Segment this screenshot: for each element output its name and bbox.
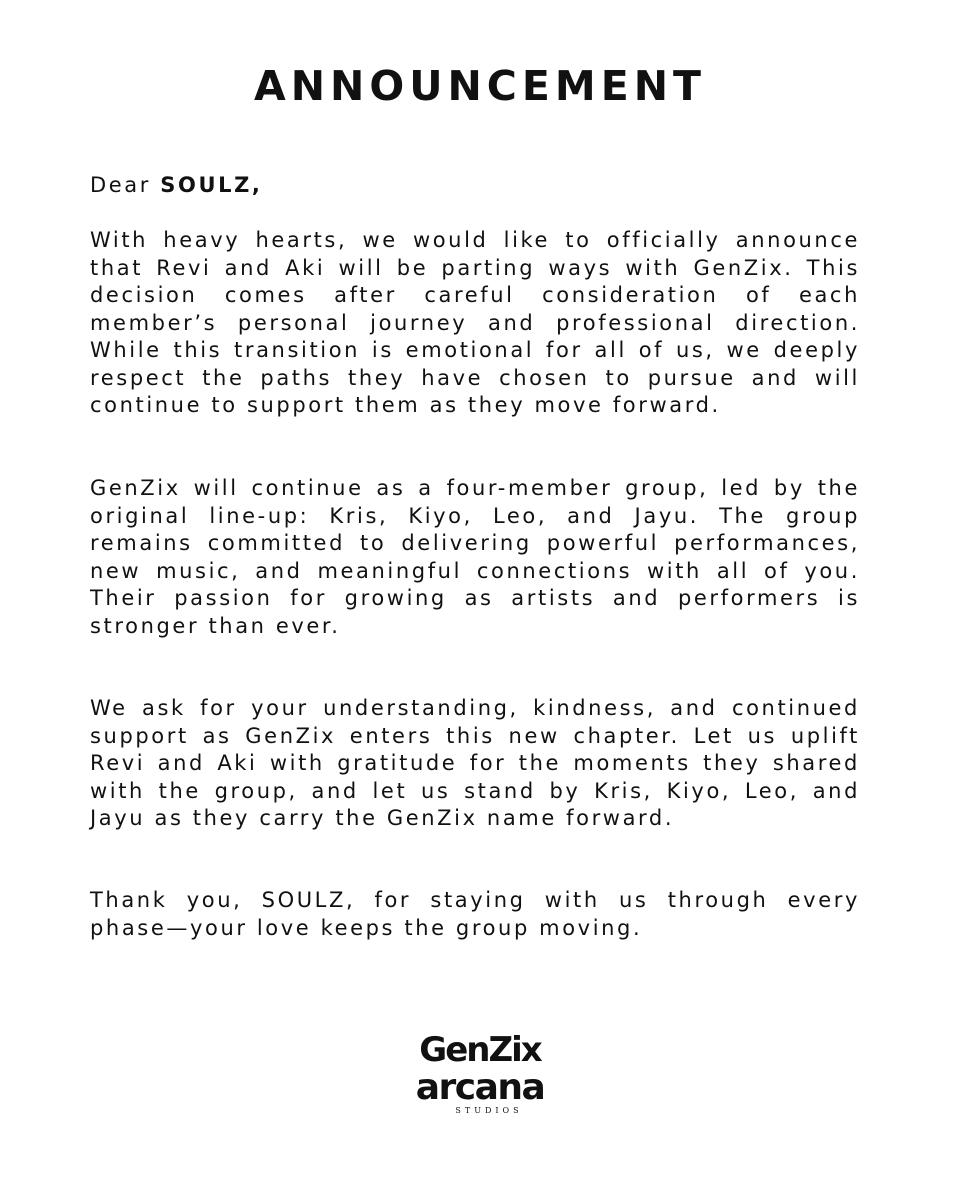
paragraph-3: We ask for your understanding, kindness, and continued support as GenZix enters this new chapter. Let us uplift Revi and Aki with gratitude for the moments they shared with the group, and let us stand by Kris, Kiyo, Leo, and Jayu as they carry the GenZix name forward.: [90, 696, 860, 830]
page-title: ANNOUNCEMENT: [253, 62, 706, 110]
company-logo: [380, 1030, 580, 1116]
logo-studios-text: STUDIOS: [455, 1106, 523, 1115]
greeting-name: SOULZ,: [160, 173, 263, 197]
greeting: [90, 172, 860, 200]
paragraph-1: With heavy hearts, we would like to officially announce that Revi and Aki will be parting ways with GenZix. This decision comes after careful consideration of each member’s personal journey and professional direction. While this transition is emotional for all of us, we deeply respect the paths they have chosen to pursue and will continue to support them as they move forward.: [90, 228, 860, 417]
greeting-prefix: Dear: [90, 173, 161, 197]
paragraph-2: GenZix will continue as a four-member group, led by the original line-up: Kris, Kiyo, Leo, and Jayu. The group remains committed to delivering powerful performances, new music, and meaningful connections with all of you. Their passion for growing as artists and performers is stronger than ever.: [90, 476, 860, 638]
paragraph-4: Thank you, SOULZ, for staying with us through every phase—your love keeps the group moving.: [90, 888, 860, 940]
logo-company-name: arcana: [415, 1067, 545, 1108]
logo-group-name: GenZix: [419, 1030, 541, 1070]
